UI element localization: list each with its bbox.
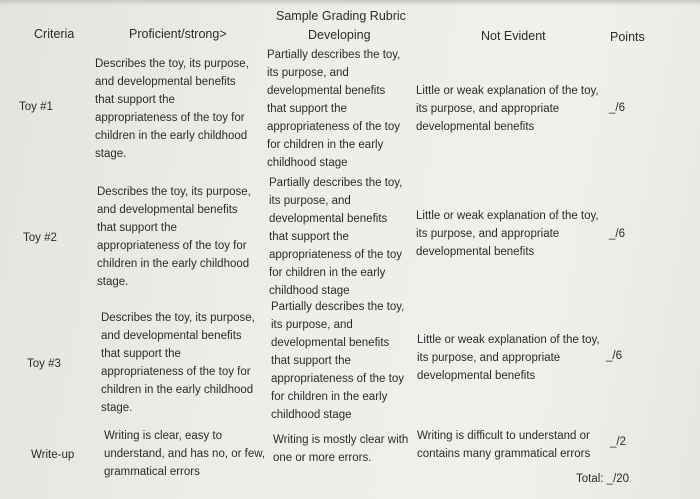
row-developing-writeup: Writing is mostly clear with one or more errors. [273, 434, 409, 464]
row-developing-toy3: Partially describes the toy, its purpose, and developmental benefits that support the appropriateness of the toy for children in the early childhood stage [271, 301, 405, 421]
row-criteria-writeup: Write-up [31, 449, 75, 461]
row-points-toy3: _/6 [606, 350, 622, 362]
row-proficient-writeup: Writing is clear, easy to understand, and has no, or few, grammatical errors [104, 430, 266, 478]
row-proficient-toy3: Describes the toy, its purpose, and developmental benefits that support the appropriateness of the toy for children in the early childhood stage. [101, 312, 255, 414]
row-points-toy2: _/6 [609, 228, 625, 240]
header-not-evident: Not Evident [481, 29, 546, 43]
row-not-evident-toy2: Little or weak explanation of the toy, its purpose, and appropriate developmental benefits [416, 210, 599, 258]
row-developing-toy2: Partially describes the toy, its purpose, and developmental benefits that support the appropriateness of the toy for children in the early childhood stage [269, 177, 403, 297]
row-proficient-toy2: Describes the toy, its purpose, and developmental benefits that support the appropriateness of the toy for children in the early childhood stage. [97, 186, 251, 288]
row-criteria-toy1: Toy #1 [19, 101, 53, 113]
row-not-evident-toy1: Little or weak explanation of the toy, its purpose, and appropriate developmental benefits [416, 85, 599, 133]
row-criteria-toy3: Toy #3 [27, 358, 61, 370]
row-not-evident-toy3: Little or weak explanation of the toy, its purpose, and appropriate developmental benefits [417, 334, 600, 382]
row-points-toy1: _/6 [609, 102, 625, 114]
row-proficient-toy1: Describes the toy, its purpose, and developmental benefits that support the appropriateness of the toy for children in the early childhood stage. [95, 58, 249, 160]
header-proficient: Proficient/strong> [129, 27, 227, 41]
row-criteria-toy2: Toy #2 [23, 232, 57, 244]
row-points-writeup: _/2 [610, 436, 626, 448]
header-points: Points [610, 30, 645, 44]
row-developing-toy1: Partially describes the toy, its purpose, and developmental benefits that support the appropriateness of the toy for children in the early childhood stage [267, 49, 401, 169]
header-developing: Developing [308, 28, 371, 42]
rubric-title: Sample Grading Rubric [276, 9, 406, 23]
header-criteria: Criteria [34, 27, 75, 41]
total-points: Total: _/20 [576, 473, 630, 485]
row-not-evident-writeup: Writing is difficult to understand or contains many grammatical errors [417, 430, 591, 460]
page-top-shadow [0, 0, 700, 6]
